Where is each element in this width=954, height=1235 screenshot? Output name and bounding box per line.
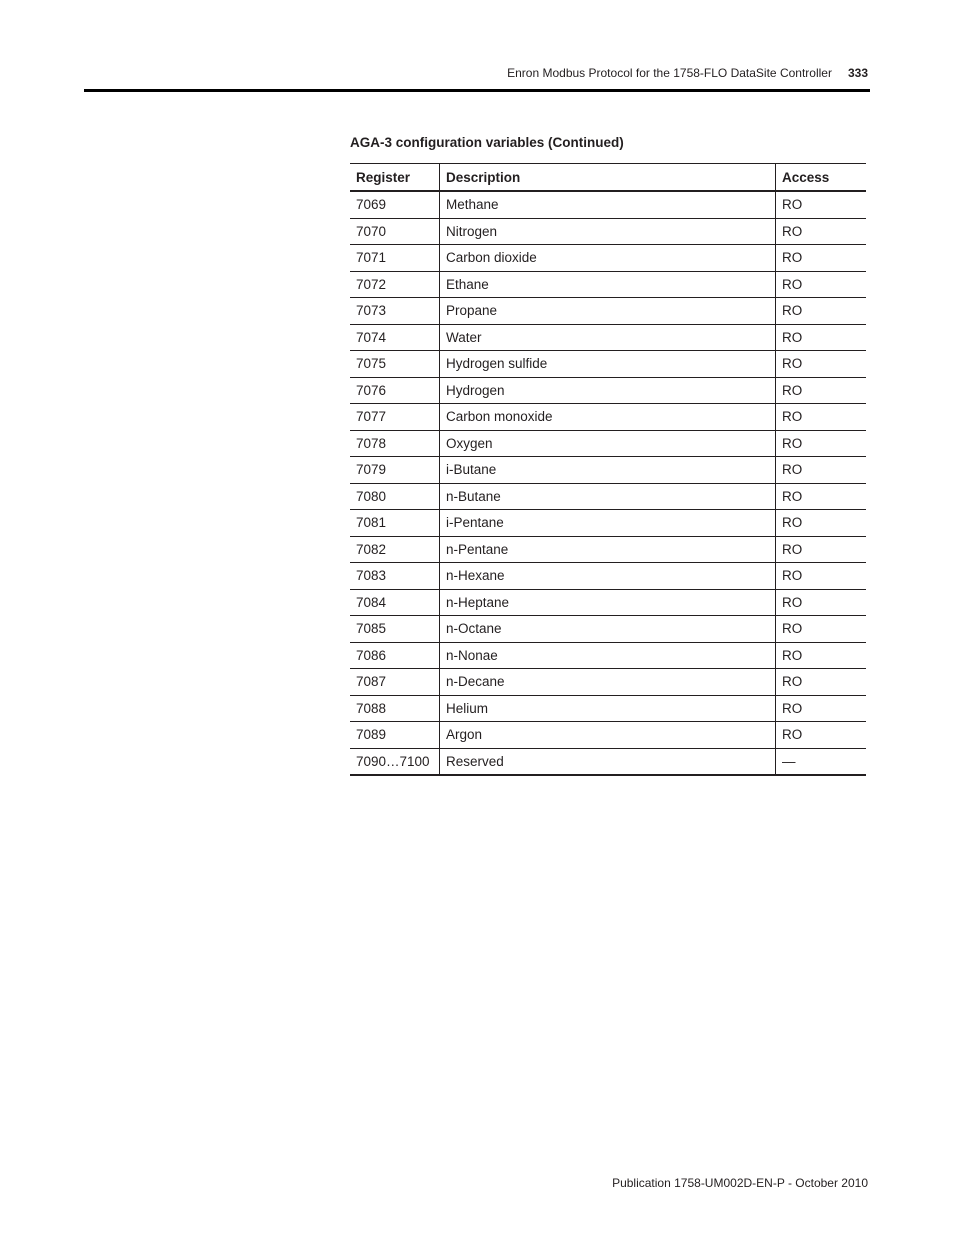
table-row [350,669,866,696]
register-cell: 7071 [350,245,440,272]
description-cell: Carbon monoxide [440,404,776,431]
register-cell: 7079 [350,457,440,484]
description-cell: Helium [440,695,776,722]
register-cell: 7086 [350,642,440,669]
column-header-access: Access [776,164,867,192]
description-cell: n-Heptane [440,589,776,616]
table-row [350,642,866,669]
access-cell: RO [776,298,867,325]
table-row [350,563,866,590]
table-row [350,589,866,616]
register-cell: 7075 [350,351,440,378]
table-row [350,271,866,298]
register-cell: 7090…7100 [350,748,440,775]
register-cell: 7088 [350,695,440,722]
access-cell: RO [776,271,867,298]
register-cell: 7081 [350,510,440,537]
register-cell: 7080 [350,483,440,510]
register-cell: 7074 [350,324,440,351]
column-header-description: Description [440,164,776,192]
access-cell: RO [776,430,867,457]
description-cell: n-Nonae [440,642,776,669]
register-cell: 7085 [350,616,440,643]
table-row [350,457,866,484]
description-cell: Nitrogen [440,218,776,245]
table-row [350,351,866,378]
access-cell: RO [776,669,867,696]
table-row [350,483,866,510]
description-cell: Propane [440,298,776,325]
running-header [507,66,868,80]
table-row [350,404,866,431]
footer-publication: Publication 1758-UM002D-EN-P - October 2010 [612,1176,868,1190]
description-cell: n-Butane [440,483,776,510]
register-cell: 7078 [350,430,440,457]
table-row [350,218,866,245]
table-row [350,510,866,537]
description-cell: n-Octane [440,616,776,643]
description-cell: i-Butane [440,457,776,484]
register-cell: 7083 [350,563,440,590]
register-cell: 7073 [350,298,440,325]
table-row [350,748,866,775]
access-cell: RO [776,191,867,218]
column-header-register: Register [350,164,440,192]
table-body [350,191,866,775]
register-cell: 7069 [350,191,440,218]
access-cell: RO [776,616,867,643]
description-cell: Oxygen [440,430,776,457]
register-cell: 7072 [350,271,440,298]
table-row [350,616,866,643]
access-cell: RO [776,457,867,484]
access-cell: — [776,748,867,775]
access-cell: RO [776,404,867,431]
access-cell: RO [776,483,867,510]
table-row [350,695,866,722]
table-row [350,722,866,749]
description-cell: Reserved [440,748,776,775]
access-cell: RO [776,324,867,351]
register-cell: 7087 [350,669,440,696]
description-cell: i-Pentane [440,510,776,537]
access-cell: RO [776,722,867,749]
access-cell: RO [776,245,867,272]
access-cell: RO [776,218,867,245]
table-row [350,536,866,563]
description-cell: Argon [440,722,776,749]
description-cell: Water [440,324,776,351]
access-cell: RO [776,695,867,722]
header-title: Enron Modbus Protocol for the 1758-FLO DataSite Controller [507,66,832,80]
access-cell: RO [776,510,867,537]
table-row [350,298,866,325]
description-cell: Hydrogen [440,377,776,404]
access-cell: RO [776,351,867,378]
table-title: AGA-3 configuration variables (Continued) [350,135,624,150]
register-cell: 7070 [350,218,440,245]
access-cell: RO [776,536,867,563]
access-cell: RO [776,377,867,404]
register-cell: 7076 [350,377,440,404]
access-cell: RO [776,589,867,616]
access-cell: RO [776,563,867,590]
page-number: 333 [847,66,868,80]
description-cell: n-Pentane [440,536,776,563]
register-cell: 7084 [350,589,440,616]
header-rule [84,89,870,92]
description-cell: n-Hexane [440,563,776,590]
register-cell: 7082 [350,536,440,563]
description-cell: n-Decane [440,669,776,696]
table-row [350,245,866,272]
table-header-row [350,164,866,192]
register-cell: 7089 [350,722,440,749]
register-cell: 7077 [350,404,440,431]
description-cell: Ethane [440,271,776,298]
description-cell: Carbon dioxide [440,245,776,272]
table-row [350,430,866,457]
table-row [350,324,866,351]
description-cell: Hydrogen sulfide [440,351,776,378]
table-row [350,191,866,218]
description-cell: Methane [440,191,776,218]
access-cell: RO [776,642,867,669]
register-table [350,163,866,776]
table-row [350,377,866,404]
